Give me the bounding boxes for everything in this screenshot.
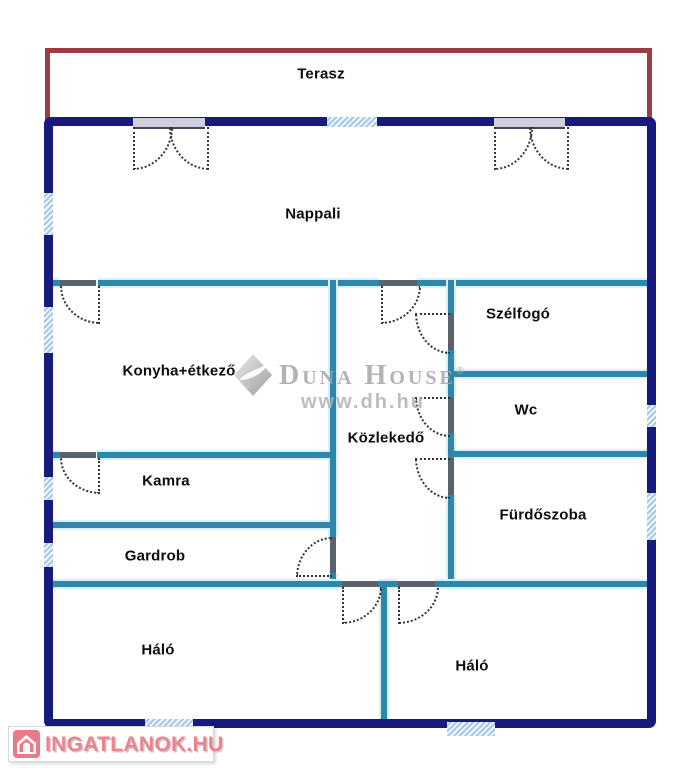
terrace-area [45, 48, 652, 122]
watermark-brand-text: Duna House [279, 360, 456, 391]
window-marker [647, 493, 656, 540]
room-label-nappali: Nappali [285, 205, 341, 223]
room-label-furdoszoba: Fürdőszoba [499, 506, 587, 524]
room-label-wc: Wc [514, 401, 538, 419]
window-marker [44, 193, 53, 235]
window-marker [44, 543, 53, 567]
ingatlanok-logo-badge [8, 726, 224, 762]
room-label-konyha: Konyha+étkező [122, 362, 236, 380]
house-icon [13, 730, 40, 763]
wall-segment [435, 581, 647, 587]
wall-segment [448, 280, 454, 313]
room-label-gardrob: Gardrob [124, 547, 186, 565]
window-marker [327, 117, 377, 127]
window-marker [447, 722, 495, 736]
wall-segment [454, 451, 647, 457]
room-label-halo-left: Háló [141, 641, 175, 659]
watermark-brand [279, 360, 467, 392]
window-marker [44, 307, 53, 353]
window-marker [647, 405, 656, 427]
registered-mark: ® [455, 364, 468, 377]
room-label-halo-right: Háló [455, 657, 489, 675]
wall-segment [53, 452, 60, 458]
wall-segment [381, 587, 387, 719]
room-label-kozlekedo: Közlekedő [347, 429, 425, 447]
room-label-kamra: Kamra [142, 472, 190, 490]
wall-segment [454, 371, 647, 377]
wall-segment [97, 452, 330, 458]
house-outline [44, 117, 656, 728]
wall-segment [448, 495, 454, 586]
wall-segment [98, 280, 379, 286]
window-marker [44, 477, 53, 500]
wall-segment [53, 522, 330, 528]
watermark-url: www.dh.hu [301, 391, 425, 413]
ingatlanok-logo-text: INGATLANOK.HU [45, 733, 224, 756]
wall-segment [53, 280, 60, 286]
wall-segment [53, 581, 342, 587]
room-label-terasz: Terasz [297, 65, 345, 83]
duna-house-logo-icon [232, 352, 274, 398]
room-label-szelfogo: Szélfogó [485, 305, 551, 323]
